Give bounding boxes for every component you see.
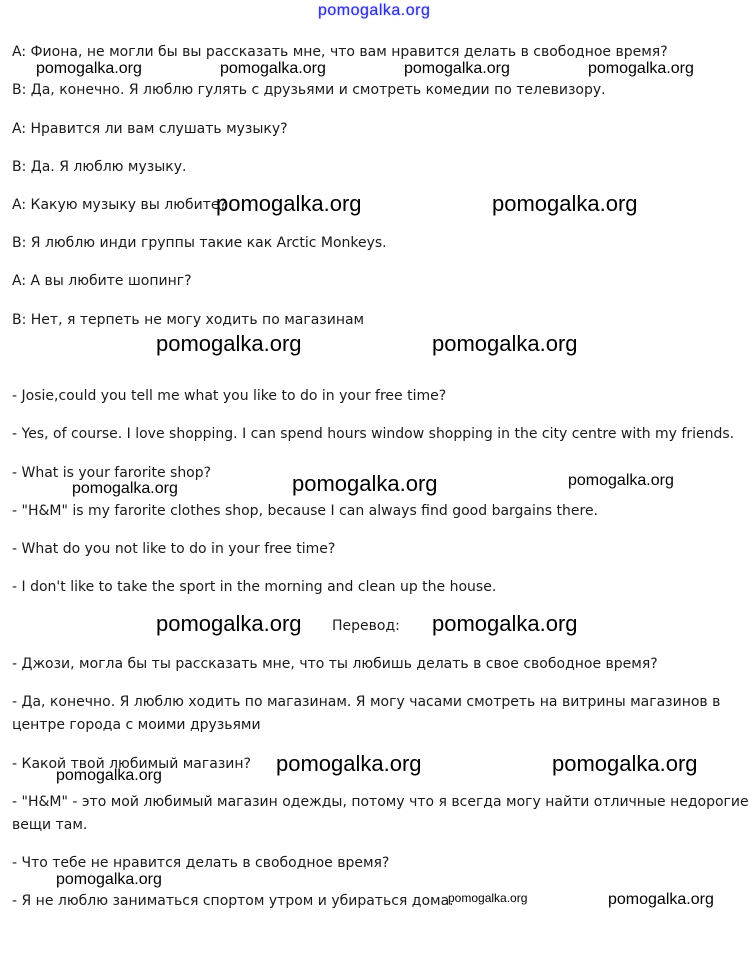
dialog-ru-line: A: Какую музыку вы любите? xyxy=(12,197,227,213)
translation-line: - Какой твой любимый магазин? xyxy=(12,756,251,772)
dialog-ru-line: B: Я люблю инди группы такие как Arctic Monkeys. xyxy=(12,235,387,251)
translation-line: - "H&M" - это мой любимый магазин одежды, потому что я всегда могу найти отличные недорогие xyxy=(12,794,749,810)
watermark: pomogalka.org xyxy=(448,891,528,905)
watermark: pomogalka.org xyxy=(56,767,162,784)
watermark: pomogalka.org xyxy=(404,60,510,77)
dialog-en-line: - What is your farorite shop? xyxy=(12,465,212,481)
watermark: pomogalka.org xyxy=(432,611,578,636)
watermark: pomogalka.org xyxy=(156,331,302,356)
watermark: pomogalka.org xyxy=(588,60,694,77)
watermark: pomogalka.org xyxy=(36,60,142,77)
watermark: pomogalka.org xyxy=(568,472,674,489)
translation-line: - Да, конечно. Я люблю ходить по магазинам. Я могу часами смотреть на витрины магазинов в xyxy=(12,694,721,710)
watermark: pomogalka.org xyxy=(552,751,698,776)
translation-line: - Я не люблю заниматься спортом утром и убираться дома. xyxy=(12,893,454,909)
translation-line: - Что тебе не нравится делать в свободное время? xyxy=(12,855,390,871)
dialog-en-line: - Yes, of course. I love shopping. I can spend hours window shopping in the city centre with my friends. xyxy=(12,426,735,442)
translation-line: центре города с моими друзьями xyxy=(12,717,261,733)
watermark: pomogalka.org xyxy=(220,60,326,77)
dialog-en-line: - What do you not like to do in your free time? xyxy=(12,541,336,557)
dialog-en-line: - "H&M" is my farorite clothes shop, because I can always find good bargains there. xyxy=(12,503,599,519)
watermark-top: pomogalka.org xyxy=(318,2,431,19)
dialog-ru-line: A: Фиона, не могли бы вы рассказать мне, что вам нравится делать в свободное время? xyxy=(12,44,668,60)
dialog-ru-line: B: Да. Я люблю музыку. xyxy=(12,159,187,175)
watermark: pomogalka.org xyxy=(608,891,714,908)
watermark: pomogalka.org xyxy=(72,480,178,497)
translation-label: Перевод: xyxy=(332,618,400,634)
watermark: pomogalka.org xyxy=(292,471,438,496)
watermark: pomogalka.org xyxy=(156,611,302,636)
dialog-en-line: - Josie,could you tell me what you like to do in your free time? xyxy=(12,388,447,404)
dialog-ru-line: A: А вы любите шопинг? xyxy=(12,273,192,289)
watermark: pomogalka.org xyxy=(216,191,362,216)
watermark: pomogalka.org xyxy=(276,751,422,776)
watermark: pomogalka.org xyxy=(492,191,638,216)
dialog-ru-line: B: Нет, я терпеть не могу ходить по магазинам xyxy=(12,312,365,328)
dialog-en-line: - I don't like to take the sport in the morning and clean up the house. xyxy=(12,579,497,595)
translation-line: вещи там. xyxy=(12,817,88,833)
watermark: pomogalka.org xyxy=(432,331,578,356)
dialog-ru-line: B: Да, конечно. Я люблю гулять с друзьями и смотреть комедии по телевизору. xyxy=(12,82,606,98)
translation-line: - Джози, могла бы ты рассказать мне, что ты любишь делать в свое свободное время? xyxy=(12,656,658,672)
watermark: pomogalka.org xyxy=(56,871,162,888)
dialog-ru-line: A: Нравится ли вам слушать музыку? xyxy=(12,121,288,137)
